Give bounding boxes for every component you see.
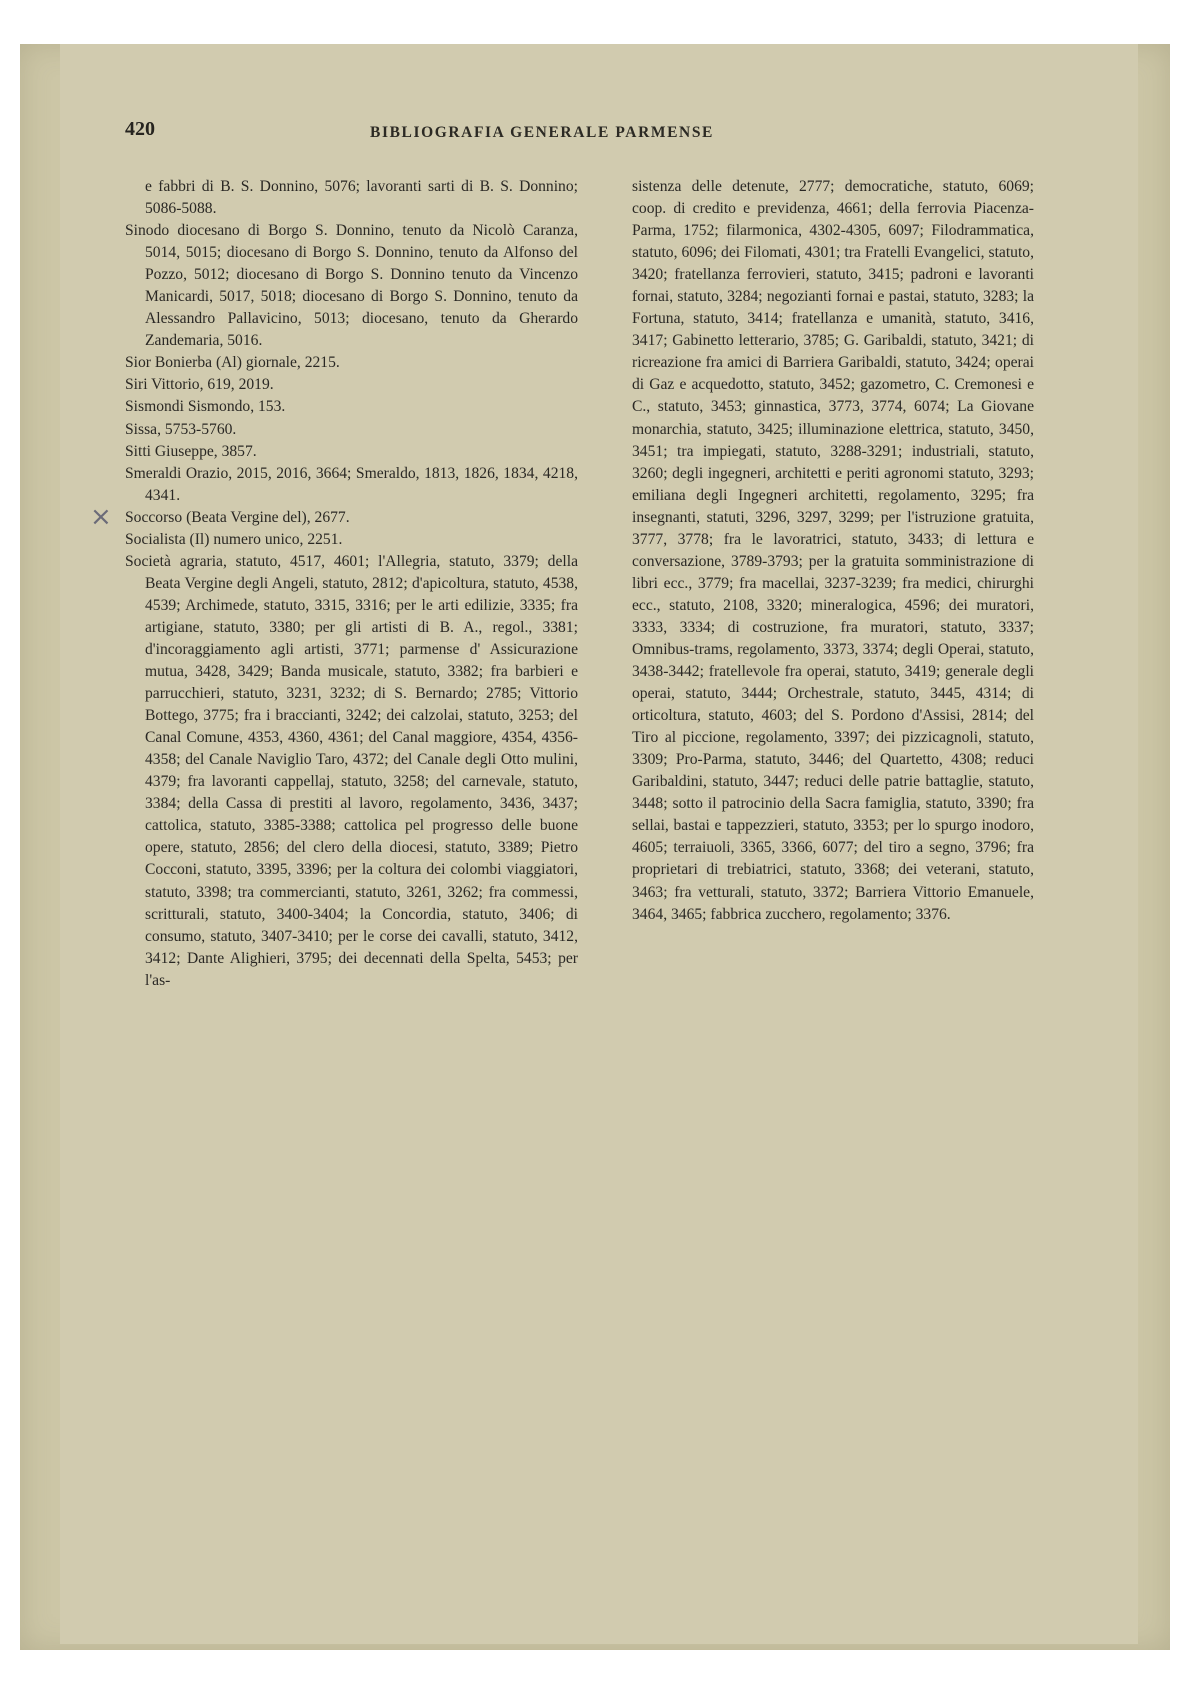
index-entry: Siri Vittorio, 619, 2019. [125,376,274,394]
right-column [632,176,1034,926]
index-entry: Società agraria, statuto, 4517, 4601; l'Allegria, statuto, 3379; della Beata Vergine degli Angeli, statuto, 2812; d'apicoltura, statuto, 4538, 4539; Archimede, statuto, 3315, 3316; per le arti edilizie, 3335; fra artigiane, statuto, 3380; per gli artisti di B. A., regol., 3381; d'incoraggiamento agli artisti, 3771; parmense d' Assicurazione mutua, 3428, 3429; Banda musicale, statuto, 3382; fra barbieri e parrucchieri, statuto, 3231, 3232; di S. Bernardo; 2785; Vittorio Bottego, 3775; fra i braccianti, 3242; dei calzolai, statuto, 3253; del Canal Comune, 4353, 4360, 4361; del Canal maggiore, 4354, 4356-4358; del Canale Naviglio Taro, 4372; del Canale degli Otto mulini, 4379; fra lavoranti cappellaj, statuto, 3258; del carnevale, statuto, 3384; della Cassa di prestiti al lavoro, regolamento, 3436, 3437; cattolica, statuto, 3385-3388; cattolica pel progresso delle buone opere, statuto, 2856; del clero della diocesi, statuto, 3389; Pietro Cocconi, statuto, 3395, 3396; per la coltura dei colombi viaggiatori, statuto, 3398; tra commercianti, statuto, 3261, 3262; fra commessi, scritturali, statuto, 3400-3404; la Concordia, statuto, 3406; di consumo, statuto, 3407-3410; per le corse dei cavalli, statuto, 3412, 3412; Dante Alighieri, 3795; dei decennati della Spelta, 5453; per l'as- [125,552,578,989]
margin-cross-mark: × [90,502,112,532]
index-entry: Sitti Giuseppe, 3857. [125,442,257,460]
index-entry-continuation: e fabbri di B. S. Donnino, 5076; lavoranti sarti di B. S. Donnino; 5086-5088. [145,178,578,218]
index-entry: Sissa, 5753-5760. [125,420,237,438]
index-entry: Socialista (Il) numero unico, 2251. [125,530,343,548]
index-entry: Smeraldi Orazio, 2015, 2016, 3664; Smeraldo, 1813, 1826, 1834, 4218, 4341. [125,464,578,504]
page-number: 420 [125,118,155,140]
index-entry: Soccorso (Beata Vergine del), 2677. [125,508,350,526]
left-column [125,176,578,992]
index-entry-continuation: sistenza delle detenute, 2777; democratiche, statuto, 6069; coop. di credito e previdenza, 4661; della ferrovia Piacenza-Parma, 1752; filarmonica, 4302-4305, 6097; Filodrammatica, statuto, 6096; dei Filomati, 4301; tra Fratelli Evangelici, statuto, 3420; fratellanza ferrovieri, statuto, 3415; padroni e lavoranti fornai, statuto, 3284; negozianti fornai e pastai, statuto, 3283; la Fortuna, statuto, 3414; fratellanza e umanità, statuto, 3416, 3417; Gabinetto letterario, 3785; G. Garibaldi, statuto, 3421; di ricreazione fra amici di Barriera Garibaldi, statuto, 3424; operai di Gaz e acquedotto, statuto, 3452; gazometro, C. Cremonesi e C., statuto, 3453; ginnastica, 3773, 3774, 6074; La Giovane monarchia, statuto, 3425; illuminazione elettrica, statuto, 3450, 3451; tra impiegati, statuto, 3288-3291; industriali, statuto, 3260; degli ingegneri, architetti e periti agronomi statuto, 3293; emiliana degli Ingegneri architetti, regolamento, 3295; fra insegnanti, statuti, 3296, 3297, 3299; per l'istruzione gratuita, 3777, 3778; fra le lavoratrici, statuto, 3433; di lettura e conversazione, 3789-3793; per la gratuita somministrazione di libri ecc., 3779; fra macellai, 3237-3239; fra medici, chirurghi ecc., statuto, 2108, 3320; mineralogica, 4596; dei muratori, 3333, 3334; di costruzione, fra muratori, statuto, 3337; Omnibus-trams, regolamento, 3373, 3374; degli Operai, statuto, 3438-3442; fratellevole fra operai, statuto, 3419; generale degli operai, statuto, 3444; Orchestrale, statuto, 3445, 4314; di orticoltura, statuto, 4603; del S. Pordono d'Assisi, 2814; del Tiro al piccione, regolamento, 3397; dei pizzicagnoli, statuto, 3309; Pro-Parma, statuto, 3446; del Quartetto, 4308; reduci Garibaldini, statuto, 3447; reduci delle patrie battaglie, statuto, 3448; sotto il patrocinio della Sacra famiglia, statuto, 3390; fra sellai, bastai e tappezzieri, statuto, 3353; per lo spurgo inodoro, 4605; terraiuoli, 3365, 3366, 6077; del tiro a segno, 3796; fra proprietari di trebiatrici, statuto, 3368; dei veterani, statuto, 3463; fra vetturali, statuto, 3372; Barriera Vittorio Emanuele, 3464, 3465; fabbrica zucchero, regolamento; 3376. [632,178,1034,923]
index-entry: Sior Bonierba (Al) giornale, 2215. [125,354,340,372]
index-entry: Sismondi Sismondo, 153. [125,398,286,416]
running-title: BIBLIOGRAFIA GENERALE PARMENSE [370,124,714,141]
index-entry: Sinodo diocesano di Borgo S. Donnino, tenuto da Nicolò Caranza, 5014, 5015; diocesano di Borgo S. Donnino, tenuto da Alfonso del Pozzo, 5012; diocesano di Borgo S. Donnino tenuto da Vincenzo Manicardi, 5017, 5018; diocesano di Borgo S. Donnino, tenuto da Alessandro Pallavicino, 5013; diocesano, tenuto da Gherardo Zandemaria, 5016. [125,222,578,350]
